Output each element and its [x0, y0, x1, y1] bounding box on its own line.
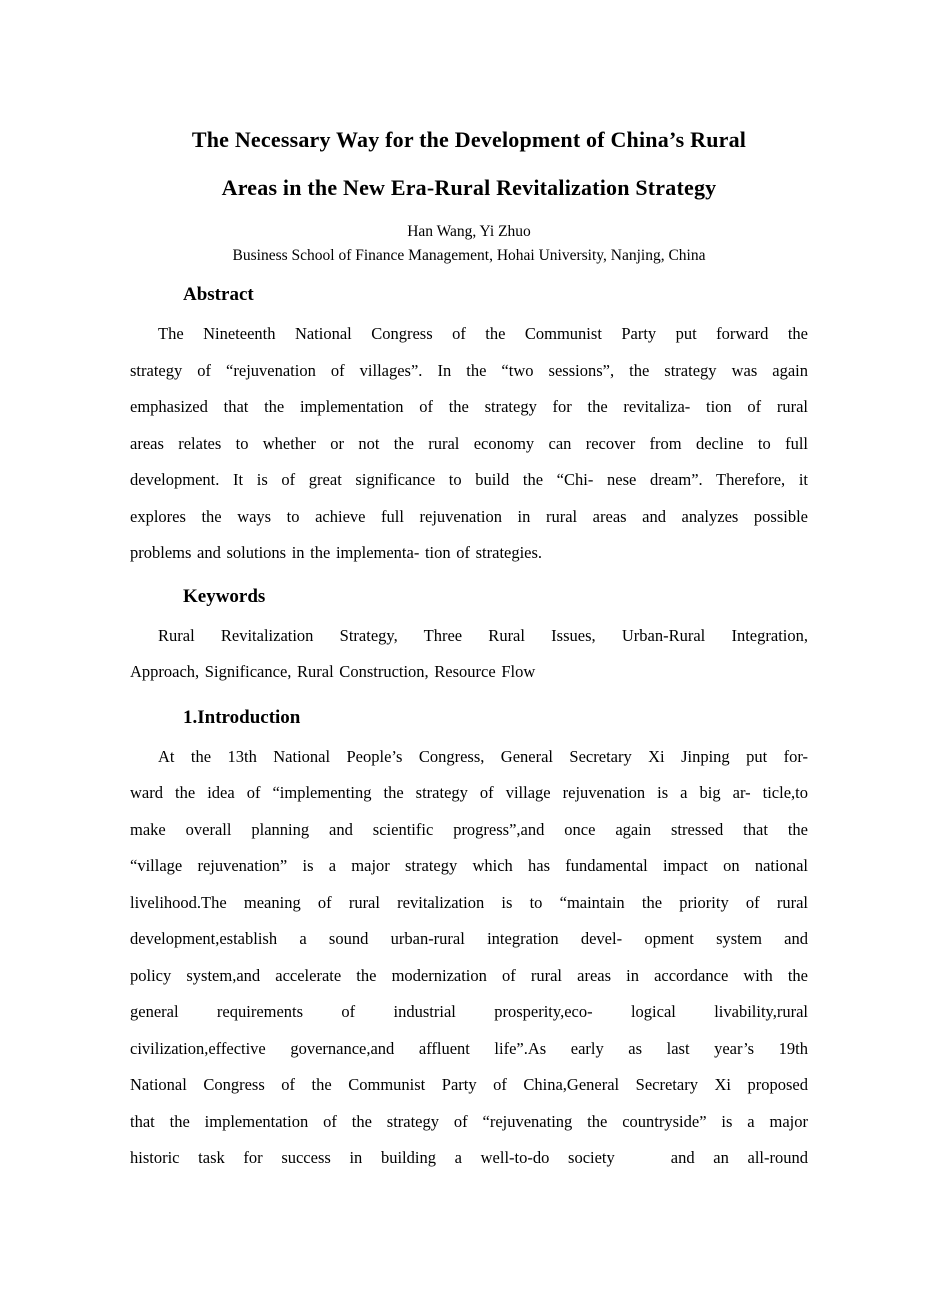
paper-title-line-2: Areas in the New Era-Rural Revitalization Strategy [221, 175, 717, 200]
introduction-text-line: historic task for success in building a well-to-do society and an all-round [130, 1148, 808, 1167]
abstract-text-line: The Nineteenth National Congress of the Communist Party put forward the [158, 324, 808, 343]
introduction-text-line: livelihood.The meaning of rural revitalization is to “maintain the priority of rural [130, 892, 808, 912]
introduction-text-line: make overall planning and scientific progress”,and once again stressed that the [130, 819, 808, 839]
paper-title [130, 116, 808, 212]
introduction-paragraph [130, 739, 808, 1177]
keywords-text-line: Rural Revitalization Strategy, Three Rural Issues, Urban-Rural Integration, [158, 625, 808, 645]
introduction-text-line: policy system,and accelerate the modernization of rural areas in accordance with the [130, 965, 808, 985]
introduction-text-line: that the implementation of the strategy of “rejuvenating the countryside” is a major [130, 1111, 808, 1131]
abstract-text-line: explores the ways to achieve full rejuvenation in rural areas and analyzes possible [130, 506, 808, 526]
introduction-heading: 1.Introduction [183, 706, 301, 728]
authors: Han Wang, Yi Zhuo [407, 223, 531, 240]
abstract-text-line: areas relates to whether or not the rural economy can recover from decline to full [130, 433, 808, 453]
abstract-text-line: emphasized that the implementation of the strategy for the revitaliza- tion of rural [130, 397, 808, 416]
introduction-text-line: National Congress of the Communist Party of China,General Secretary Xi proposed [130, 1075, 808, 1094]
introduction-text-line: At the 13th National People’s Congress, General Secretary Xi Jinping put for- [158, 746, 808, 766]
introduction-text-line: “village rejuvenation” is a major strategy which has fundamental impact on national [130, 856, 808, 875]
abstract-paragraph [130, 316, 808, 572]
introduction-text-line: development,establish a sound urban-rural integration devel- opment system and [130, 929, 808, 948]
paper-title-line-1: The Necessary Way for the Development of China’s Rural [191, 127, 747, 152]
abstract-text-line: strategy of “rejuvenation of villages”. In the “two sessions”, the strategy was again [130, 360, 808, 380]
abstract-heading: Abstract [183, 284, 254, 305]
keywords-paragraph [130, 618, 808, 691]
keywords-text-line: Approach, Significance, Rural Construction, Resource Flow [130, 662, 536, 681]
abstract-text-line: problems and solutions in the implementa- tion of strategies. [130, 543, 543, 562]
introduction-text-line: general requirements of industrial prosperity,eco- logical livability,rural [130, 1002, 808, 1021]
introduction-text-line: civilization,effective governance,and affluent life”.As early as last year’s 19th [130, 1038, 808, 1058]
abstract-text-line: development. It is of great significance to build the “Chi- nese dream”. Therefore, it [130, 470, 808, 489]
page-content [130, 0, 808, 1177]
affiliation: Business School of Finance Management, Hohai University, Nanjing, China [232, 247, 706, 264]
introduction-text-line: ward the idea of “implementing the strategy of village rejuvenation is a big ar- ticle,to [130, 783, 808, 802]
keywords-heading: Keywords [183, 585, 266, 607]
